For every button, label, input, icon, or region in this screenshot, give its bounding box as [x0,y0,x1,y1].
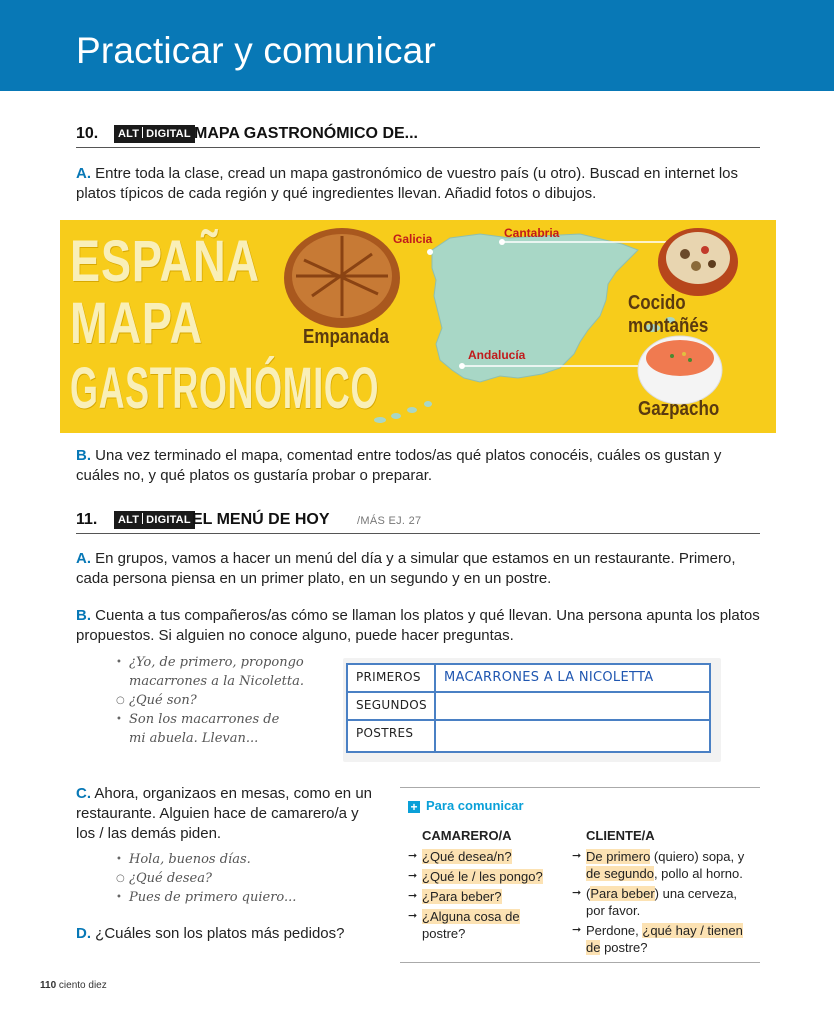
badge-alt: ALT [118,514,140,526]
section-11-heading [76,510,760,534]
list-item: ➞ (Para beber) una cerveza, por favor. [572,886,738,918]
dish-label-empanada: Empanada [303,326,389,348]
para-comunicar-title: + Para comunicar [408,798,524,813]
part-text: En grupos, vamos a hacer un menú del día y a simular que estamos en un restaurante. Primero, cada persona piensa en un primer plato, en un segundo y en un postre. [76,550,736,587]
cliente-heading: CLIENTE/A [586,828,655,843]
gazpacho-image [638,336,722,404]
page-header [0,0,834,91]
banner-title-line-1: ESPAÑA [70,229,260,294]
spain-map-shape [432,234,638,382]
section-title: MAPA GASTRONÓMICO DE... [194,125,418,142]
part-text: Cuenta a tus compañeros/as cómo se llaman los platos y qué llevan. Una persona apunta los platos propuestos. Si alguien no conoce alguno, puede hacer preguntas. [76,607,760,644]
exercise-reference: /MÁS EJ. 27 [357,515,422,527]
menu-table [346,663,711,753]
para-comunicar-box [400,787,760,963]
arrow-icon: ➞ [408,910,418,922]
section-11-part-c [76,784,376,844]
dish-label-gazpacho: Gazpacho [638,398,720,420]
alt-digital-badge[interactable] [114,511,195,529]
alt-digital-badge[interactable] [114,125,195,143]
part-letter: B. [76,607,91,624]
canary-island [391,413,401,419]
menu-row-segundos [348,693,709,721]
dialog-line: • ¿Yo, de primero, propongo macarrones a la Nicoletta. [116,655,304,689]
arrow-icon: ➞ [572,850,582,862]
section-number: 10. [76,125,99,142]
list-item: ➞ ¿Para beber? [408,889,502,904]
dialog-line: • Son los macarrones de mi abuela. Llevan... [116,712,280,746]
page-footer [40,980,107,991]
menu-row-postres [348,721,709,749]
banner-title-line-3: GASTRONÓMICO [70,356,380,421]
list-item: ➞ Perdone, ¿qué hay / tienen de postre? [572,923,743,955]
cocido-image [658,228,738,296]
list-item: ➞ De primero (quiero) sopa, y de segundo, pollo al horno. [572,849,745,881]
section-number: 11. [76,511,98,528]
section-11-part-a [76,549,760,589]
region-label-andalucia: Andalucía [468,348,526,362]
part-text: ¿Cuáles son los platos más pedidos? [95,925,345,942]
region-label-cantabria: Cantabria [504,226,560,240]
part-text: Ahora, organizaos en mesas, como en un restaurante. Alguien hace de camarero/a y los / las demás piden. [76,785,373,842]
arrow-icon: ➞ [408,870,418,882]
banner-title-line-2: MAPA [70,291,203,356]
badge-digital: DIGITAL [146,128,191,140]
region-label-galicia: Galicia [393,232,433,246]
part-letter: C. [76,785,91,802]
dialog-line: ○ ¿Qué desea? [116,871,212,886]
page-title: Practicar y comunicar [76,30,436,71]
part-text: Una vez terminado el mapa, comentad entre todos/as qué platos conocéis, cuáles os gustan y cuáles no, y qué platos os gustaría probar o preparar. [76,447,722,484]
dialog-b [116,653,316,748]
dialog-line: • Pues de primero quiero... [116,890,297,905]
part-text: Entre toda la clase, cread un mapa gastronómico de vuestro país (u otro). Buscad en internet los platos típicos de cada región y qué ingredientes llevan. Añadid fotos o dibujos. [76,165,739,202]
arrow-icon: ➞ [408,850,418,862]
menu-value[interactable]: MACARRONES A LA NICOLETTA [444,670,654,685]
badge-alt: ALT [118,128,140,140]
gastronomic-map-banner [60,220,776,433]
section-10-heading [76,124,760,148]
camarero-list [408,848,558,942]
plus-icon: + [408,801,420,813]
list-item: ➞ ¿Alguna cosa de postre? [408,909,520,941]
dialog-c [116,850,356,907]
page-number: 110 [40,980,57,991]
list-item: ➞ ¿Qué le / les pongo? [408,869,543,884]
part-letter: D. [76,925,91,942]
cliente-list [572,848,758,959]
empanada-image [284,228,400,328]
menu-label: POSTRES [356,726,414,740]
badge-digital: DIGITAL [146,514,191,526]
part-letter: A. [76,165,91,182]
arrow-icon: ➞ [572,924,582,936]
menu-row-primeros [348,665,709,693]
arrow-icon: ➞ [408,890,418,902]
section-11-part-d [76,924,396,944]
dish-label-cocido: Cocido montañés [628,292,709,337]
list-item: ➞ ¿Qué desea/n? [408,849,512,864]
section-title: EL MENÚ DE HOY [192,511,330,528]
menu-label: PRIMEROS [356,670,421,684]
section-11-part-b [76,606,760,646]
camarero-heading: CAMARERO/A [422,828,512,843]
canary-island [407,407,417,413]
dialog-line: ○ ¿Qué son? [116,693,197,708]
menu-label: SEGUNDOS [356,698,427,712]
dialog-line: • Hola, buenos días. [116,852,251,867]
arrow-icon: ➞ [572,887,582,899]
section-10-part-a [76,164,760,204]
section-10-part-b [76,446,760,486]
part-letter: B. [76,447,91,464]
canary-island [424,401,432,407]
part-letter: A. [76,550,91,567]
page-number-text: ciento diez [58,980,107,991]
